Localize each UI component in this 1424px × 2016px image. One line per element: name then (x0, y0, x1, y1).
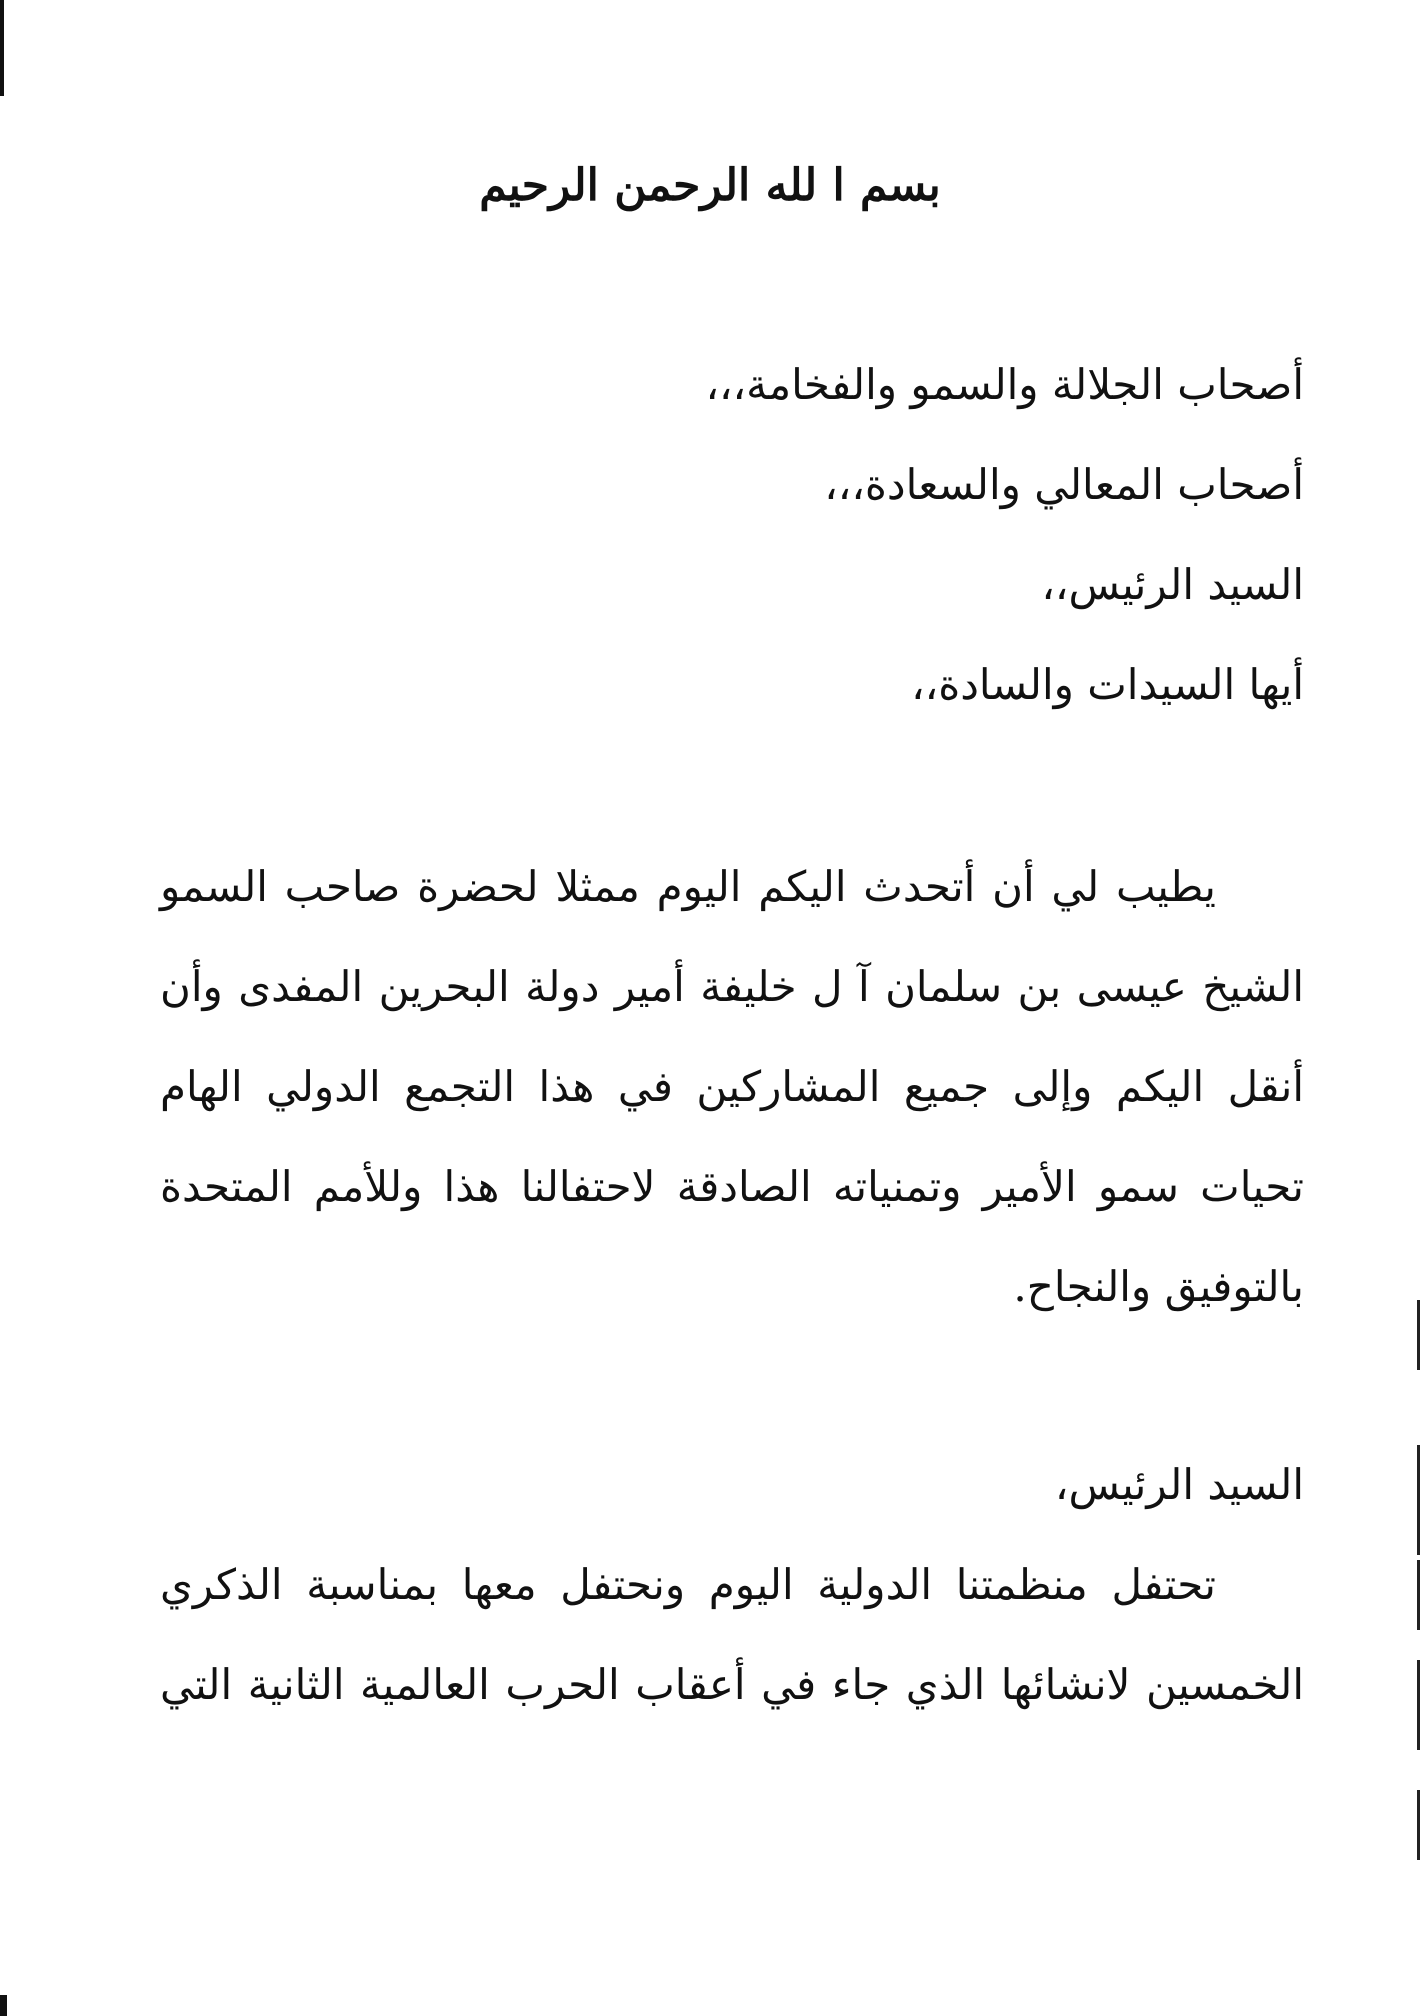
salutation-line: أصحاب الجلالة والسمو والفخامة،،، (705, 360, 1304, 409)
scan-edge-mark (1417, 1790, 1420, 1860)
paragraph-line: يطيب لي أن أتحدث اليكم اليوم ممثلا لحضرة صاحب السمو (160, 862, 1216, 911)
scan-edge-mark (0, 1995, 7, 2016)
salutation-line: أيها السيدات والسادة،، (911, 660, 1304, 709)
scan-edge-mark (1417, 1445, 1420, 1555)
scan-edge-mark (0, 0, 4, 96)
paragraph-line: الشيخ عيسى بن سلمان آ ل خليفة أمير دولة البحرين المفدى وأن (160, 962, 1304, 1011)
paragraph-line: بالتوفيق والنجاح. (1013, 1262, 1304, 1311)
scan-edge-mark (1417, 1560, 1420, 1630)
salutation-line: السيد الرئيس،، (1041, 560, 1304, 609)
salutation-line: أصحاب المعالي والسعادة،،، (824, 460, 1304, 509)
paragraph-line: تحيات سمو الأمير وتمنياته الصادقة لاحتفالنا هذا وللأمم المتحدة (160, 1162, 1304, 1211)
scan-edge-mark (1417, 1660, 1420, 1750)
address-line: السيد الرئيس، (1054, 1460, 1304, 1509)
paragraph-line: الخمسين لانشائها الذي جاء في أعقاب الحرب العالمية الثانية التي (160, 1660, 1304, 1709)
page-heading: بسم ا لله الرحمن الرحيم (479, 160, 941, 211)
paragraph-line: أنقل اليكم وإلى جميع المشاركين في هذا التجمع الدولي الهام (160, 1062, 1304, 1111)
paragraph-line: تحتفل منظمتنا الدولية اليوم ونحتفل معها بمناسبة الذكري (160, 1560, 1216, 1609)
scan-edge-mark (1417, 1300, 1420, 1370)
